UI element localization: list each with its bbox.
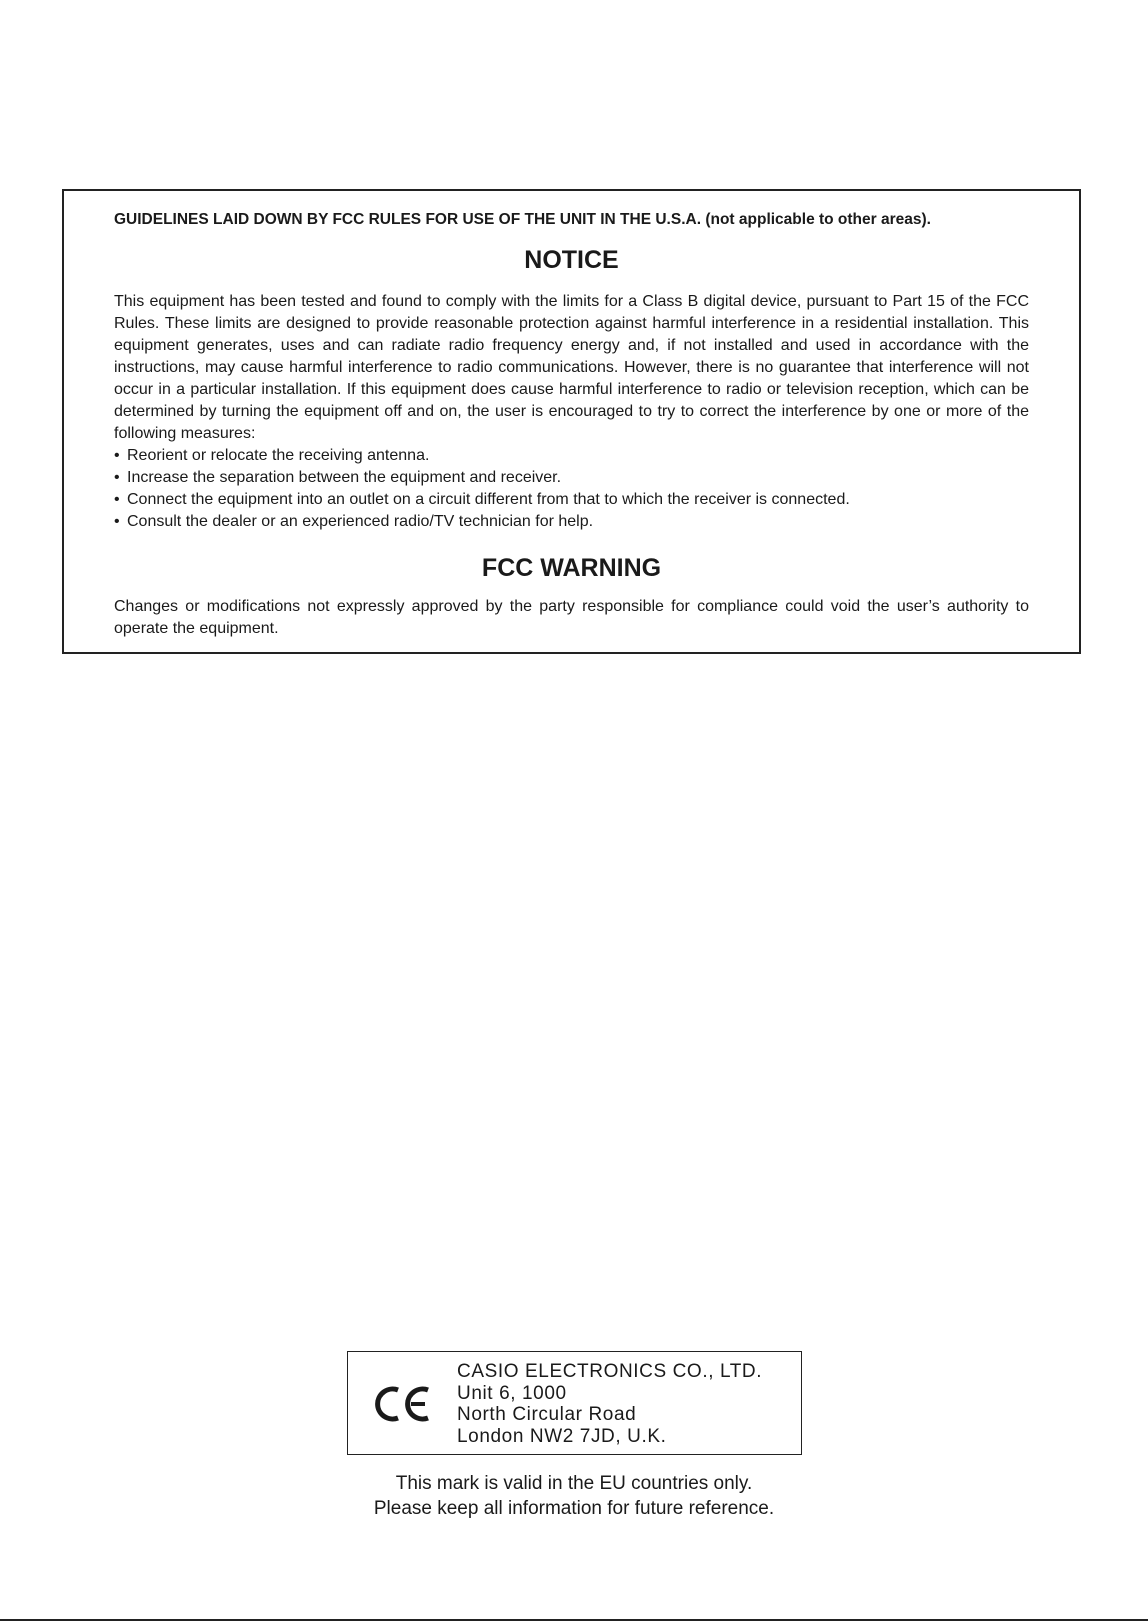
note-line: Please keep all information for future reference. — [373, 1498, 775, 1519]
measure-item — [114, 445, 1029, 467]
bullet-icon: • — [114, 513, 120, 530]
fcc-notice-box — [62, 189, 1081, 654]
measure-item — [114, 511, 1029, 533]
measure-text: Consult the dealer or an experienced radio/TV technician for help. — [127, 513, 594, 530]
note-line: This mark is valid in the EU countries only. — [395, 1473, 753, 1494]
fcc-warning-body: Changes or modifications not expressly approved by the party responsible for compliance could void the user’s authority to operate the equipment. — [114, 598, 1029, 637]
notice-title: NOTICE — [524, 246, 619, 274]
measure-text: Connect the equipment into an outlet on a circuit different from that to which the receiver is connected. — [127, 491, 850, 508]
fcc-warning-title: FCC WARNING — [481, 554, 662, 582]
measure-text: Reorient or relocate the receiving antenna. — [127, 447, 430, 464]
address-line: Unit 6, 1000 — [457, 1382, 567, 1404]
measure-item — [114, 467, 1029, 489]
bullet-icon: • — [114, 447, 120, 464]
ce-mark-icon — [374, 1382, 432, 1426]
notice-body — [114, 291, 1029, 533]
ce-validity-note — [0, 1471, 1148, 1521]
bullet-icon: • — [114, 491, 120, 508]
address-line: North Circular Road — [457, 1404, 637, 1425]
notice-paragraph: This equipment has been tested and found to comply with the limits for a Class B digital device, pursuant to Part 15 of the FCC Rules. These limits are designed to provide reasonable protection against harmful interference in a residential installation. This equipment generates, uses and can radiate radio frequency energy and, if not installed and used in accordance with the instructions, may cause harmful interference to radio communications. However, there is no guarantee that interference will not occur in a particular installation. If this equipment does cause harmful interference to radio or television reception, which can be determined by turning the equipment off and on, the user is encouraged to try to correct the interference by one or more of the following measures: — [114, 293, 1029, 442]
measures-list — [114, 445, 1029, 533]
bullet-icon: • — [114, 469, 120, 486]
ce-declaration-box — [347, 1351, 802, 1455]
manufacturer-address — [457, 1361, 762, 1447]
address-line: London NW2 7JD, U.K. — [457, 1425, 667, 1447]
address-line: CASIO ELECTRONICS CO., LTD. — [457, 1361, 763, 1382]
measure-text: Increase the separation between the equipment and receiver. — [127, 469, 562, 486]
measure-item — [114, 489, 1029, 511]
fcc-guidelines-heading: GUIDELINES LAID DOWN BY FCC RULES FOR USE OF THE UNIT IN THE U.S.A. (not applicable to other areas). — [114, 211, 931, 228]
